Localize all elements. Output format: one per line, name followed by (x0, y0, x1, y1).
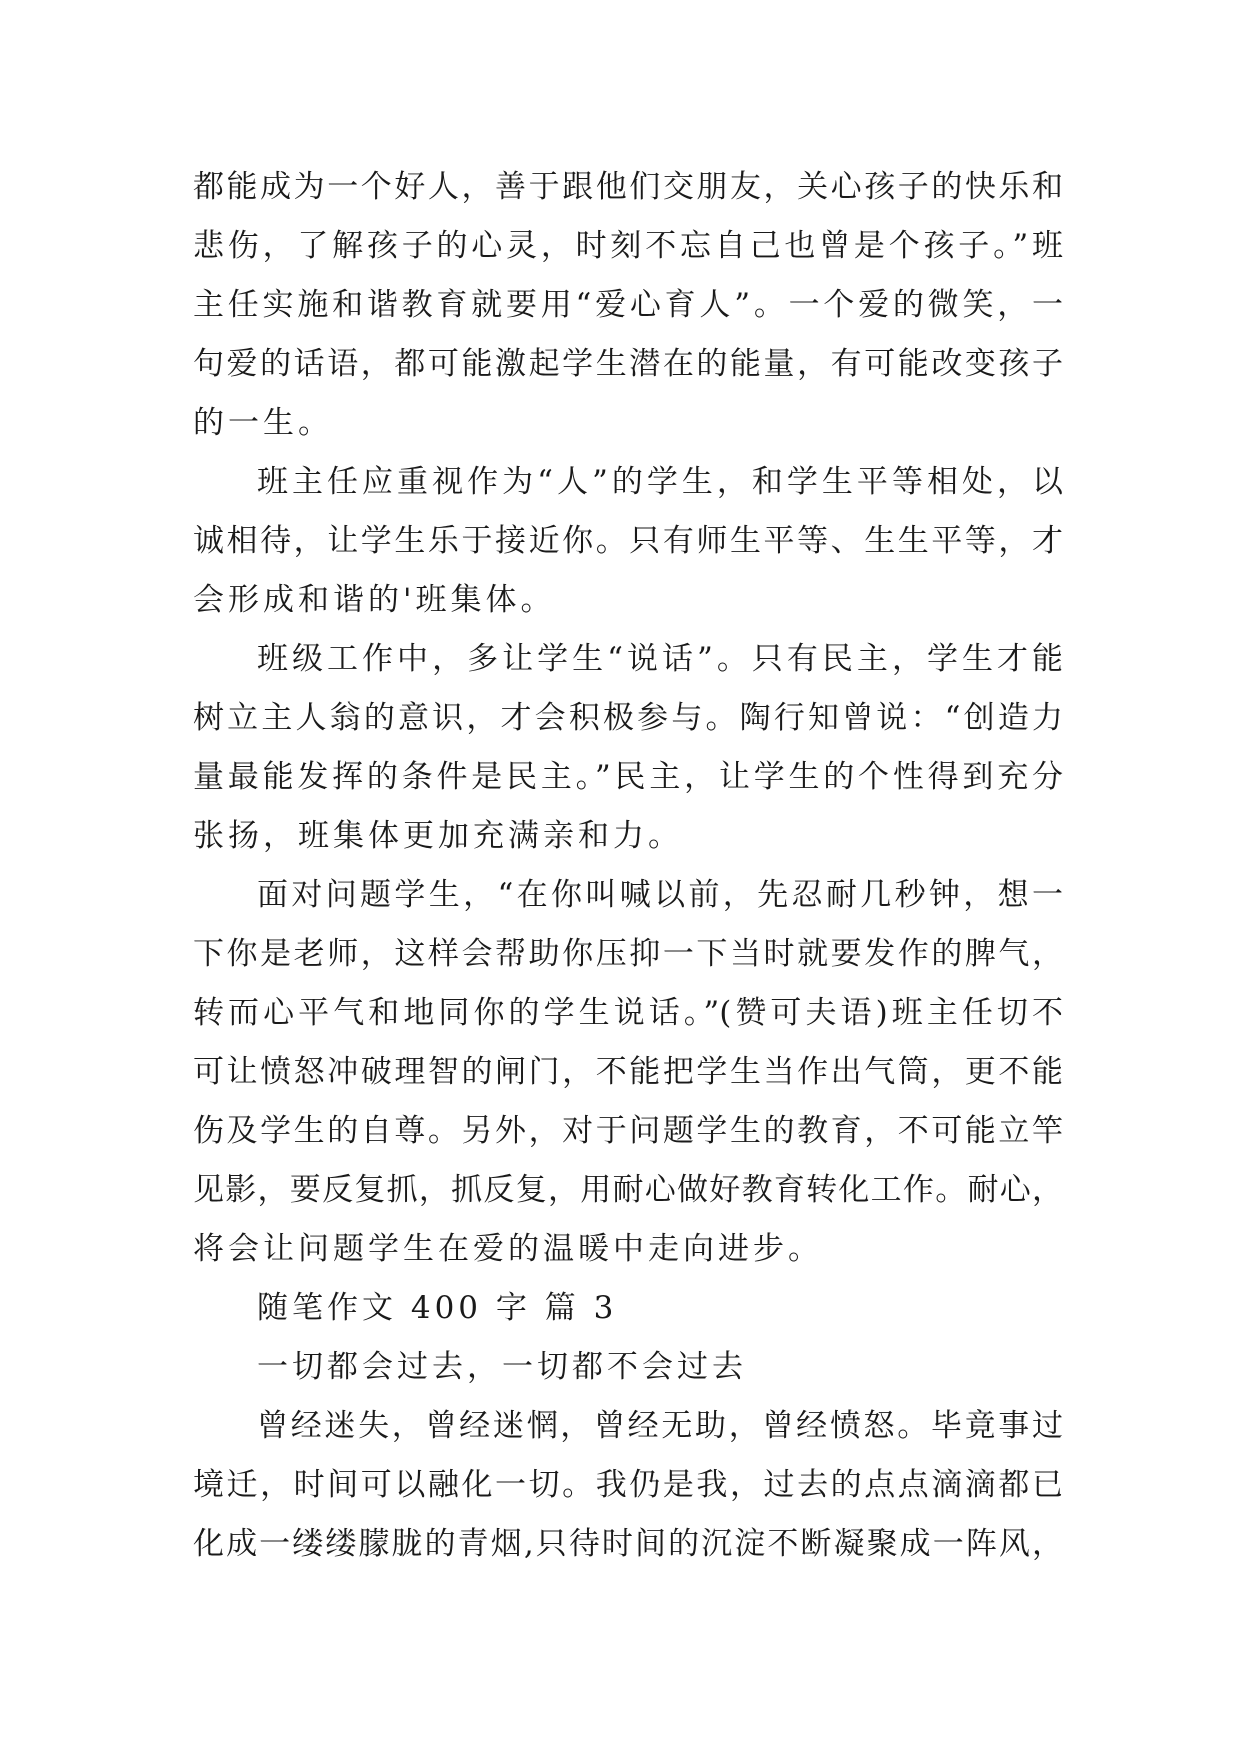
text-line: 转而心平气和地同你的学生说话。”(赞可夫语)班主任切不 (193, 995, 1063, 1031)
paragraph-first-line: 面对问题学生，“在你叫喊以前，先忍耐几秒钟，想一 (257, 877, 1063, 913)
text-line: 都能成为一个好人，善于跟他们交朋友，关心孩子的快乐和 (193, 169, 1063, 205)
text-line: 悲伤，了解孩子的心灵，时刻不忘自己也曾是个孩子。”班 (193, 228, 1063, 264)
text-line: 的一生。 (193, 405, 333, 441)
text-line: 量最能发挥的条件是民主。”民主，让学生的个性得到充分 (193, 759, 1063, 795)
paragraph-first-line: 曾经迷失，曾经迷惘，曾经无助，曾经愤怒。毕竟事过 (257, 1408, 1063, 1444)
text-line: 主任实施和谐教育就要用“爱心育人”。一个爱的微笑，一 (193, 287, 1063, 323)
text-line: 树立主人翁的意识，才会积极参与。陶行知曾说：“创造力 (193, 700, 1063, 736)
text-line: 诚相待，让学生乐于接近你。只有师生平等、生生平等，才 (193, 523, 1063, 559)
text-line: 伤及学生的自尊。另外，对于问题学生的教育，不可能立竿 (193, 1113, 1063, 1149)
text-line: 下你是老师，这样会帮助你压抑一下当时就要发作的脾气， (193, 936, 1063, 972)
text-line: 见影，要反复抓，抓反复，用耐心做好教育转化工作。耐心， (193, 1172, 1063, 1208)
paragraph-first-line: 班级工作中，多让学生“说话”。只有民主，学生才能 (257, 641, 1063, 677)
text-line: 句爱的话语，都可能激起学生潜在的能量，有可能改变孩子 (193, 346, 1063, 382)
text-line: 将会让问题学生在爱的温暖中走向进步。 (193, 1231, 823, 1267)
section-heading: 随笔作文 400 字 篇 3 (257, 1290, 618, 1326)
text-line: 境迁，时间可以融化一切。我仍是我，过去的点点滴滴都已 (193, 1467, 1063, 1503)
article-title: 一切都会过去，一切都不会过去 (257, 1349, 747, 1385)
text-line: 会形成和谐的'班集体。 (193, 582, 556, 618)
paragraph-first-line: 班主任应重视作为“人”的学生，和学生平等相处，以 (257, 464, 1063, 500)
text-line: 张扬，班集体更加充满亲和力。 (193, 818, 683, 854)
text-line: 化成一缕缕朦胧的青烟,只待时间的沉淀不断凝聚成一阵风， (193, 1526, 1063, 1562)
document-body (193, 158, 1063, 1574)
text-line: 可让愤怒冲破理智的闸门，不能把学生当作出气筒，更不能 (193, 1054, 1063, 1090)
